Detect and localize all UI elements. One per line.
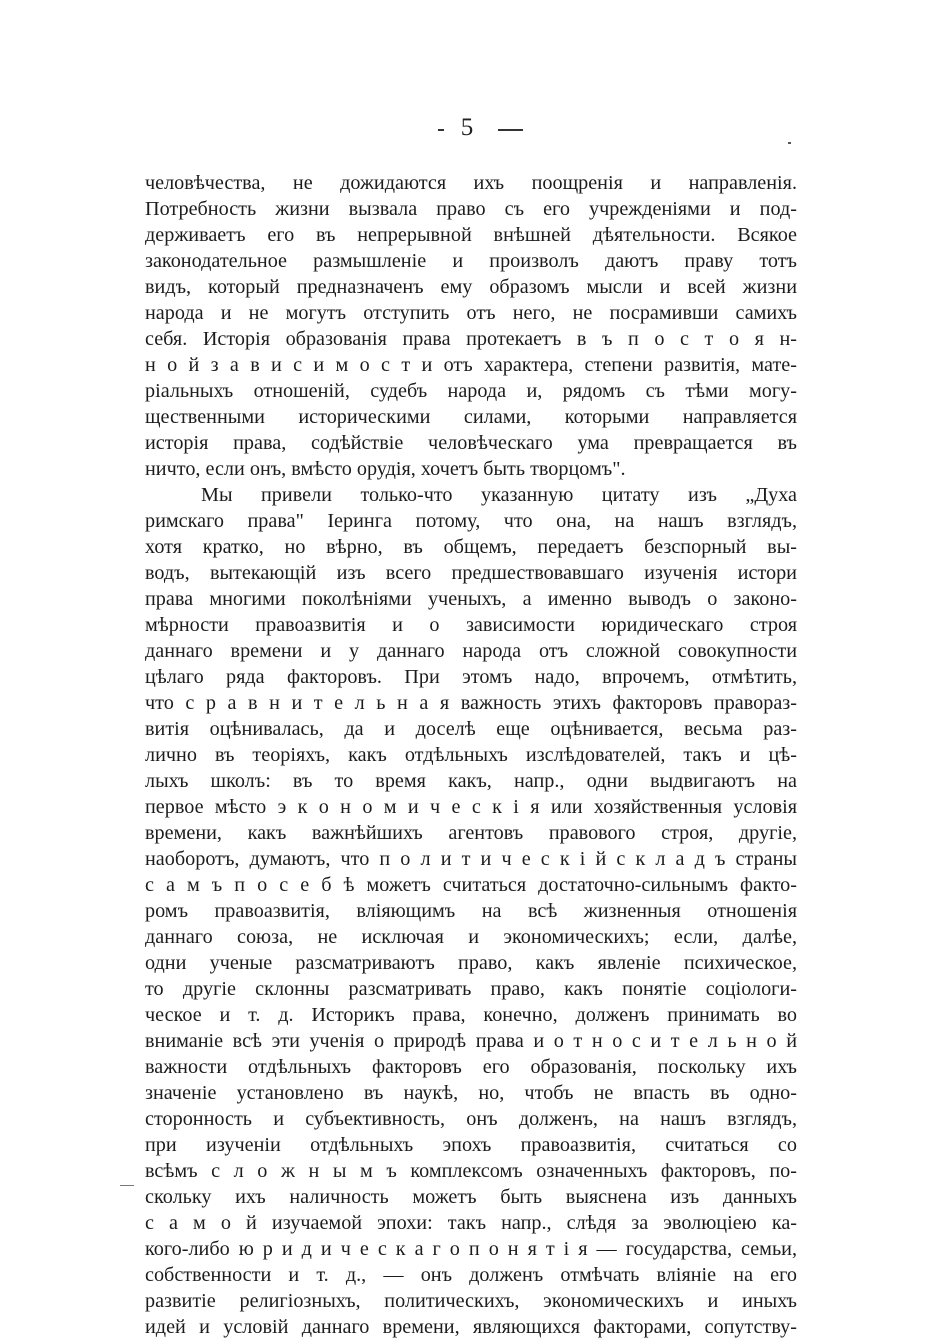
- paragraph-first-line: Мы привели только-что указанную цитату изъ „Духа: [201, 484, 797, 506]
- text-line: при изученіи отдѣльныхъ эпохъ правоазвитія, считаться со: [145, 1134, 797, 1156]
- text-line: щественными историческими силами, которыми направляется: [145, 406, 797, 428]
- text-line: хотя кратко, но вѣрно, въ общемъ, передаетъ безспорный вы-: [145, 536, 797, 558]
- margin-mark: [120, 1185, 134, 1186]
- text-line: права многими поколѣніями ученыхъ, а именно выводъ о законо-: [145, 588, 797, 610]
- text-line: мѣрности правоазвитія и о зависимости юридическаго строя: [145, 614, 797, 636]
- text-line: цѣлаго ряда факторовъ. При этомъ надо, впрочемъ, отмѣтить,: [145, 666, 797, 688]
- text-line: первое мѣсто э к о н о м и ч е с к і я или хозяйственныя условія: [145, 796, 797, 818]
- text-line: человѣчества, не дожидаются ихъ поощренія и направленія.: [145, 172, 797, 194]
- text-line: ничто, если онъ, вмѣсто орудія, хочетъ быть творцомъ".: [145, 458, 626, 480]
- text-line: ромъ правоазвитія, вліяющимъ на всѣ жизненныя отношенія: [145, 900, 797, 922]
- text-line: ческое и т. д. Историкъ права, конечно, долженъ принимать во: [145, 1004, 797, 1026]
- text-line: то другіе склонны разсматривать право, какъ понятіе соціологи-: [145, 978, 797, 1000]
- text-line: важности отдѣльныхъ факторовъ его образованія, поскольку ихъ: [145, 1056, 797, 1078]
- text-line: витія оцѣнивалась, да и доселѣ еще оцѣнивается, весьма раз-: [145, 718, 797, 740]
- text-line: себя. Исторія образованія права протекаетъ в ъ п о с т о я н-: [145, 328, 797, 350]
- print-speck: [788, 142, 791, 144]
- text-line: развитіе религіозныхъ, политическихъ, экономическихъ и иныхъ: [145, 1290, 797, 1312]
- text-line: лично въ теоріяхъ, какъ отдѣльныхъ изслѣдователей, такъ и цѣ-: [145, 744, 797, 766]
- text-line: значеніе установлено въ наукѣ, но, чтобъ не впасть въ одно-: [145, 1082, 797, 1104]
- text-line: что с р а в н и т е л ь н а я важность этихъ факторовъ правораз-: [145, 692, 797, 714]
- text-line: даннаго времени и у даннаго народа отъ сложной совокупности: [145, 640, 797, 662]
- text-line: кого-либо ю р и д и ч е с к а г о п о н я т і я — государства, семьи,: [145, 1238, 797, 1260]
- body-text: [145, 170, 797, 1340]
- text-line: народа и не могутъ отступить отъ него, не посрамивши самихъ: [145, 302, 797, 324]
- text-line: Потребность жизни вызвала право съ его учрежденіями и под-: [145, 198, 797, 220]
- text-line: наоборотъ, думаютъ, что п о л и т и ч е с к і й с к л а д ъ страны: [145, 848, 797, 870]
- text-line: исторія права, содѣйствіе человѣческаго ума превращается въ: [145, 432, 797, 454]
- text-line: скольку ихъ наличность можетъ быть выяснена изъ данныхъ: [145, 1186, 797, 1208]
- text-line: сторонность и субъективность, онъ долженъ, на нашъ взглядъ,: [145, 1108, 797, 1130]
- page-number-dash-right: [498, 129, 523, 131]
- text-line: идей и условій даннаго времени, являющихся факторами, сопутству-: [145, 1316, 797, 1338]
- text-line: законодательное размышленіе и произволъ даютъ праву тотъ: [145, 250, 797, 272]
- text-line: лыхъ школъ: въ то время какъ, напр., одни выдвигаютъ на: [145, 770, 797, 792]
- page-number: 5: [460, 114, 476, 141]
- text-line: вниманіе всѣ эти ученія о природѣ права и о т н о с и т е л ь н о й: [145, 1030, 797, 1052]
- text-line: даннаго союза, не исключая и экономическихъ; если, далѣе,: [145, 926, 797, 948]
- text-line: с а м ъ п о с е б ѣ можетъ считаться достаточно-сильнымъ факто-: [145, 874, 797, 896]
- text-line: водъ, вытекающій изъ всего предшествовавшаго изученія истори: [145, 562, 797, 584]
- text-line: одни ученые разсматриваютъ право, какъ явленіе психическое,: [145, 952, 797, 974]
- text-line: всѣмъ с л о ж н ы м ъ комплексомъ означенныхъ факторовъ, по-: [145, 1160, 797, 1182]
- text-line: римскаго права" Іеринга потому, что она, на нашъ взглядъ,: [145, 510, 797, 532]
- text-line: ріальныхъ отношеній, судебъ народа и, рядомъ съ тѣми могу-: [145, 380, 797, 402]
- text-line: н о й з а в и с и м о с т и отъ характера, степени развитія, мате-: [145, 354, 797, 376]
- text-line: времени, какъ важнѣйшихъ агентовъ правового строя, другіе,: [145, 822, 797, 844]
- text-line: собственности и т. д., — онъ долженъ отмѣчать вліяніе на его: [145, 1264, 797, 1286]
- text-line: держиваетъ его въ непрерывной внѣшней дѣятельности. Всякое: [145, 224, 797, 246]
- text-line: видъ, который предназначенъ ему образомъ мысли и всей жизни: [145, 276, 797, 298]
- text-line: с а м о й изучаемой эпохи: такъ напр., слѣдя за эволюціею ка-: [145, 1212, 797, 1234]
